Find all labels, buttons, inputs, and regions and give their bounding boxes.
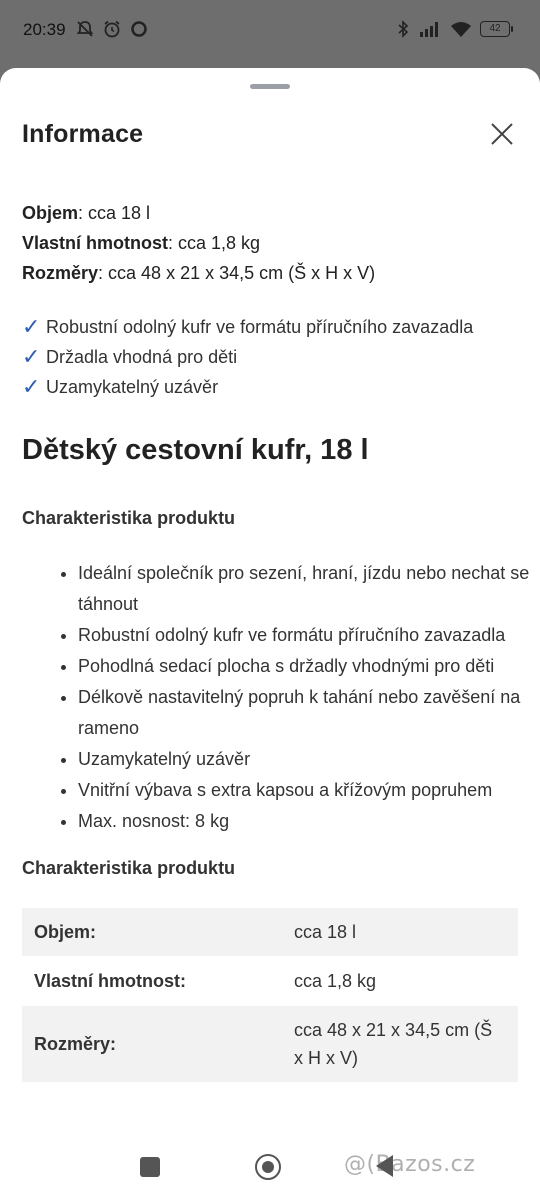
system-navigation-bar (0, 1140, 540, 1200)
section-title: Charakteristika produktu (22, 508, 236, 528)
spec-line (22, 198, 375, 228)
check-item-text: Robustní odolný kufr ve formátu příručního zavazadla (46, 317, 474, 337)
wifi-icon (450, 20, 472, 38)
table-value: cca 48 x 21 x 34,5 cm (Š x H x V) (294, 1020, 493, 1068)
table-key: Objem: (34, 921, 97, 942)
section-title: Charakteristika produktu (22, 858, 236, 878)
list-item: • Max. nosnost: 8 kg (78, 806, 540, 837)
check-item (22, 312, 473, 342)
status-time: 20:39 (23, 20, 66, 39)
table-key: Rozměry: (34, 1033, 117, 1054)
battery-level: 42 (489, 23, 501, 34)
battery-icon (480, 21, 510, 37)
list-item: • Délkově nastavitelný popruh k tahání nebo zavěšení na rameno (78, 682, 540, 744)
checkmark-icon: ✓ (22, 314, 41, 339)
status-icons-left (75, 19, 149, 39)
check-item-text: Uzamykatelný uzávěr (46, 377, 219, 397)
mute-notifications-icon (75, 19, 95, 39)
spec-label: Vlastní hmotnost (22, 233, 169, 253)
list-item: • Ideální společník pro sezení, hraní, jízdu nebo nechat se táhnout (78, 558, 540, 620)
alarm-icon (102, 19, 122, 39)
list-item: • Pohodlná sedací plocha s držadly vhodnými pro děti (78, 651, 540, 682)
checkmark-icon: ✓ (22, 374, 41, 399)
list-item: • Uzamykatelný uzávěr (78, 744, 540, 775)
feature-bullet-list (56, 558, 540, 837)
bluetooth-icon (396, 19, 410, 39)
table-row (22, 956, 518, 1006)
info-bottom-sheet (0, 68, 540, 1200)
spec-label: Rozměry (22, 263, 99, 283)
signal-icon (418, 20, 442, 38)
table-key: Vlastní hmotnost: (34, 970, 186, 991)
list-item: • Vnitřní výbava s extra kapsou a křížovým popruhem (78, 775, 540, 806)
spec-summary (22, 198, 375, 288)
watermark: @(Bazos.cz (344, 1152, 476, 1177)
spec-line (22, 258, 375, 288)
spec-value: : cca 18 l (78, 203, 151, 223)
table-row (22, 1006, 518, 1082)
check-item-text: Držadla vhodná pro děti (46, 347, 238, 367)
circle-status-icon (129, 19, 149, 39)
spec-table (22, 908, 518, 1082)
feature-checklist (22, 312, 473, 402)
recent-apps-button[interactable] (140, 1157, 160, 1177)
spec-line (22, 228, 375, 258)
sheet-drag-handle[interactable] (250, 84, 290, 89)
status-icons-right (396, 19, 510, 39)
list-item: • Robustní odolný kufr ve formátu příručního zavazadla (78, 620, 540, 651)
back-button[interactable] (376, 1155, 393, 1177)
close-button[interactable] (488, 120, 516, 148)
spec-value: : cca 48 x 21 x 34,5 cm (Š x H x V) (98, 263, 376, 283)
table-value: cca 1,8 kg (294, 970, 377, 991)
sheet-title: Informace (22, 120, 144, 148)
product-title: Dětský cestovní kufr, 18 l (22, 434, 369, 466)
close-icon (488, 120, 516, 148)
checkmark-icon: ✓ (22, 344, 41, 369)
table-row (22, 908, 518, 956)
status-bar (0, 0, 540, 62)
check-item (22, 342, 473, 372)
home-button[interactable] (255, 1154, 281, 1180)
spec-value: : cca 1,8 kg (168, 233, 261, 253)
check-item (22, 372, 473, 402)
table-value: cca 18 l (294, 921, 357, 942)
spec-label: Objem (22, 203, 79, 223)
